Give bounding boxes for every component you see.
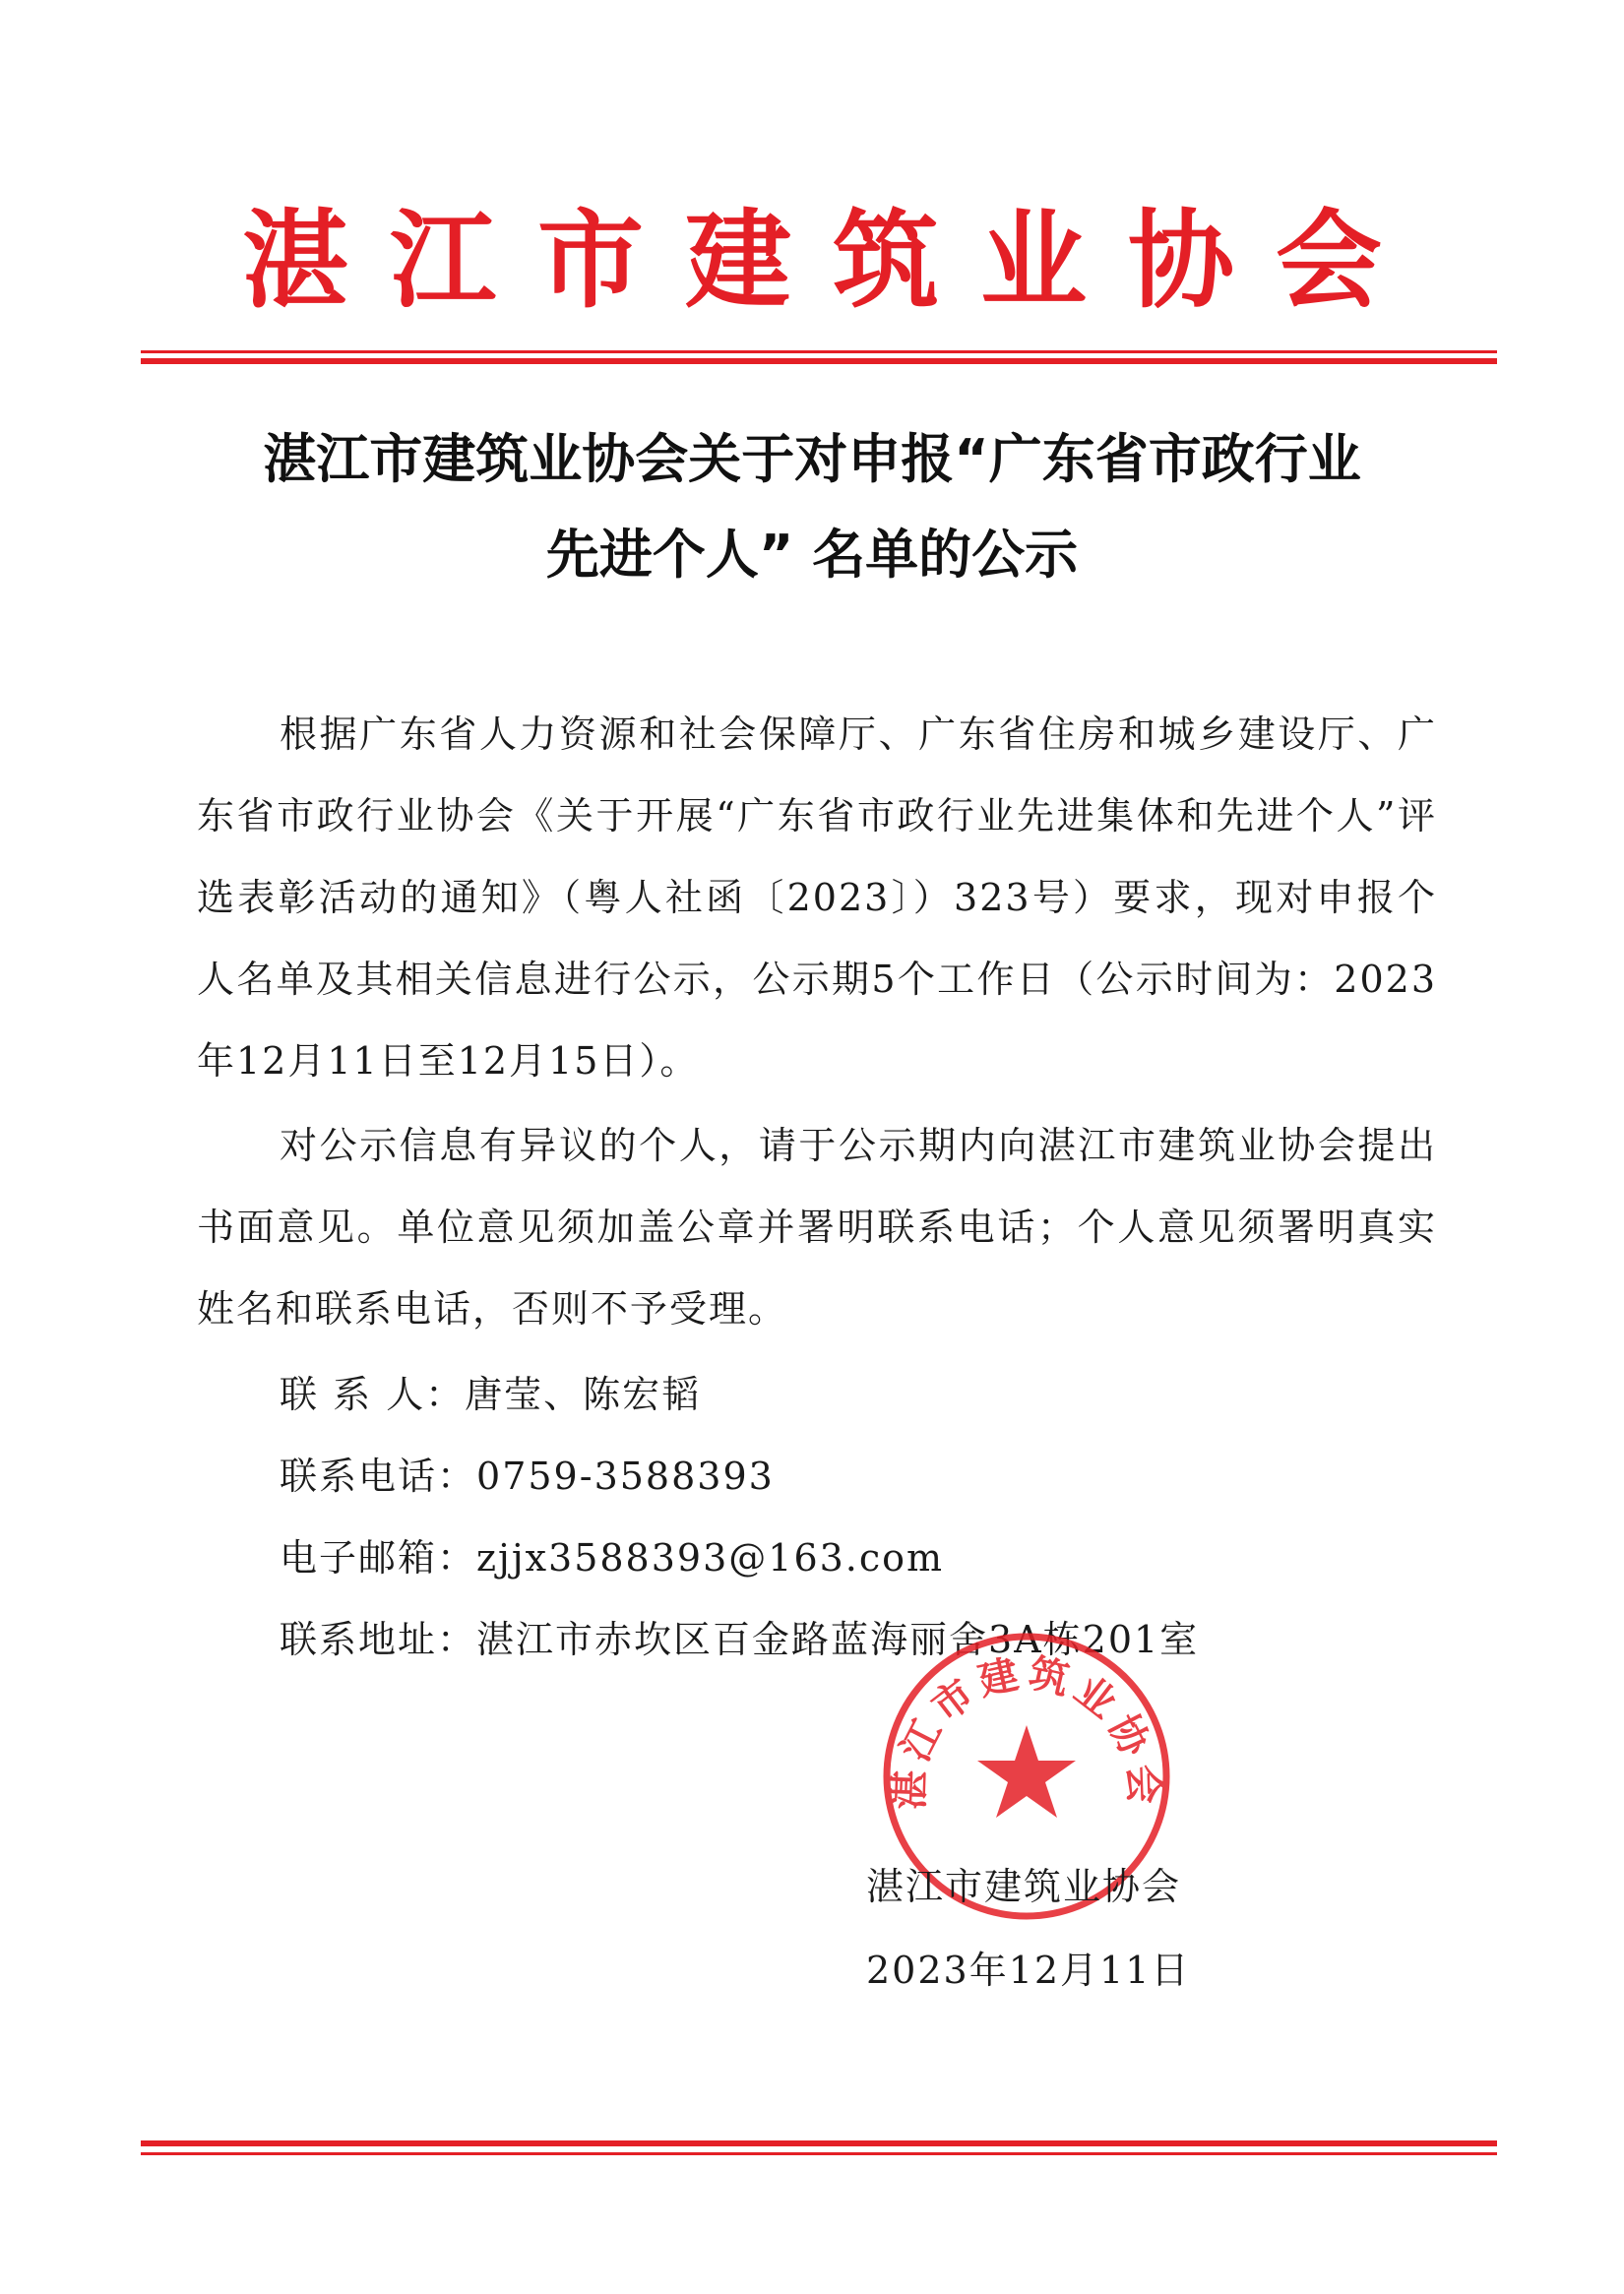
contact-email-value: zjjx3588393@163.com — [476, 1536, 945, 1580]
notice-title-line1: 湛江市建筑业协会关于对申报“广东省市政行业 — [263, 428, 1361, 490]
contact-address-value: 湛江市赤坎区百金路蓝海丽舍3A栋201室 — [476, 1618, 1200, 1661]
contact-email — [280, 1528, 944, 1587]
contact-person — [280, 1365, 701, 1424]
signature-date: 2023年12月11日 — [866, 1949, 1191, 1992]
contact-phone-value: 0759-3588393 — [476, 1455, 775, 1498]
contact-phone-label: 联系电话： — [280, 1455, 477, 1498]
bottom-rule-thin — [141, 2152, 1497, 2155]
bottom-rule-thick — [141, 2140, 1497, 2146]
signature-org: 湛江市建筑业协会 — [866, 1865, 1182, 1908]
contact-person-label: 联 系 人： — [280, 1373, 466, 1416]
contact-person-value: 唐莹、陈宏韬 — [465, 1373, 702, 1416]
top-rule-thick — [141, 358, 1497, 364]
notice-title-line2: 先进个人” 名单的公示 — [545, 524, 1079, 586]
body-paragraph-2: 对公示信息有异议的个人，请于公示期内向湛江市建筑业协会提出书面意见。单位意见须加盖公章并署明联系电话；个人意见须署明真实姓名和联系电话，否则不予受理。 — [197, 1124, 1437, 1331]
contact-phone — [280, 1447, 775, 1506]
top-rule-thin — [141, 350, 1497, 353]
seal-text: 湛江市建筑业协会 — [886, 1649, 1167, 1811]
body-paragraph-1: 根据广东省人力资源和社会保障厅、广东省住房和城乡建设厅、广东省市政行业协会《关于开展“广东省市政行业先进集体和先进个人”评选表彰活动的通知》（粤人社函〔2023〕）323号）要求，现对申报个人名单及其相关信息进行公示，公示期5个工作日（公示时间为：2023年12月11日至12月15日）。 — [197, 713, 1437, 1083]
letterhead-org-name: 湛江市建筑业协会 — [241, 199, 1423, 323]
contact-email-label: 电子邮箱： — [280, 1536, 477, 1580]
contact-address-label: 联系地址： — [280, 1618, 477, 1661]
